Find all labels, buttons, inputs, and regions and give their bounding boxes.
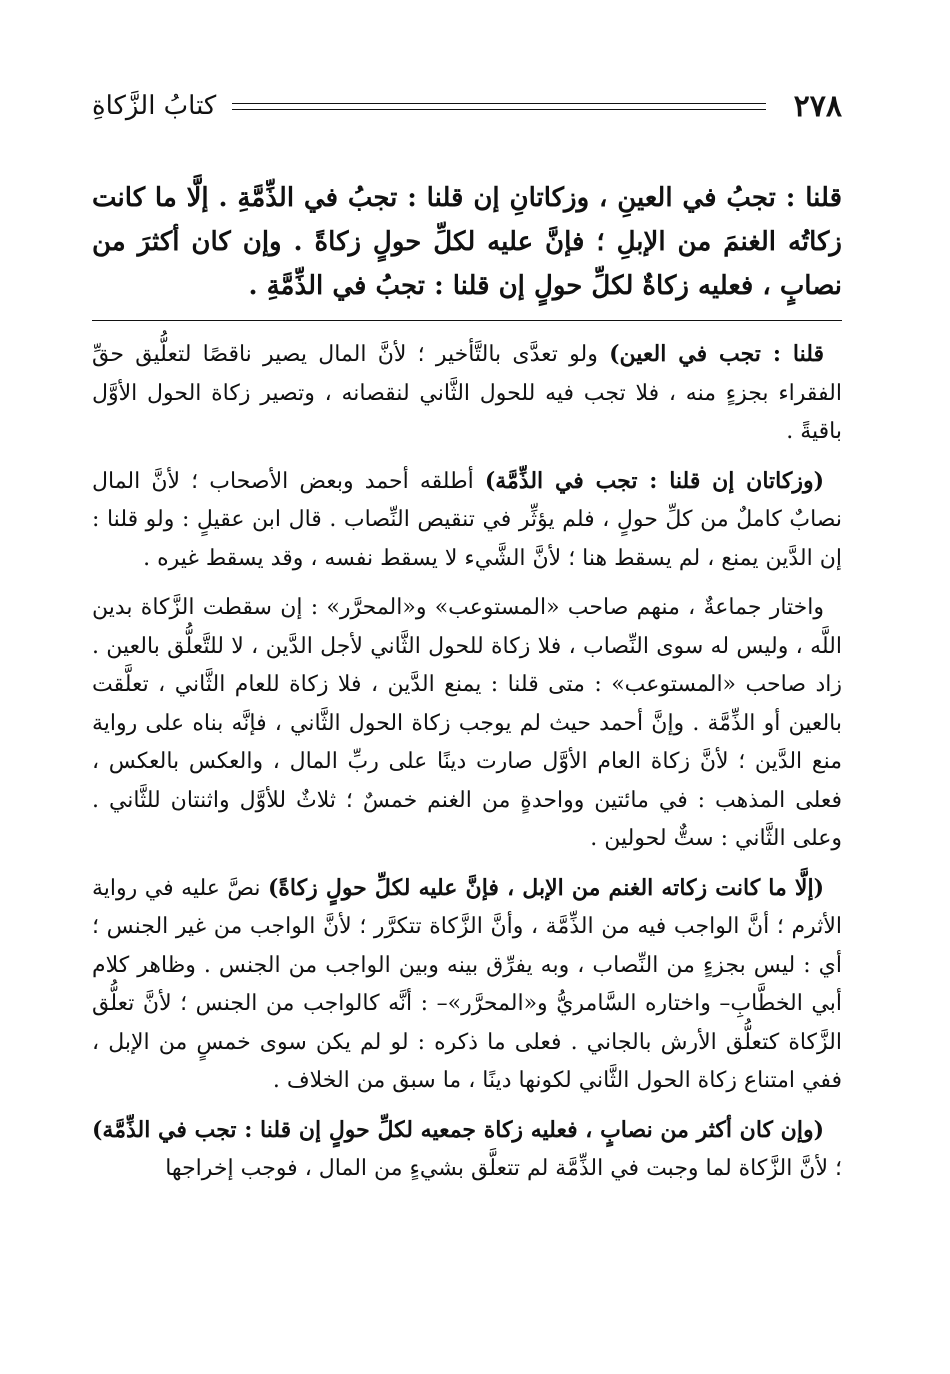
commentary-text: واختار جماعةٌ ، منهم صاحب «المستوعب» و«المحرَّر» : إن سقطت الزَّكاة بدين اللَّه ، وليس له سوى النِّصاب ، فلا زكاة للحول الثَّاني لأجل الدَّين ، لا للتَّعلُّق بالعين . زاد صاحب «المستوعب» : متى قلنا : يمنع الدَّين ، فلا زكاة للعام الثَّاني ، تعلَّقت بالعين أو الذِّمَّة . وإنَّ أحمد حيث لم يوجب زكاة الحول الثَّاني ، فإنَّه بناه على رواية منع الدَّين ؛ لأنَّ زكاة العام الأوَّل صارت دينًا على ربِّ المال ، والعكس بالعكس ، فعلى المذهب : في مائتين وواحدةٍ من الغنم خمسٌ ؛ ثلاثٌ للأوَّل واثنتان للثَّاني . وعلى الثَّاني : ستٌّ لحولين .: [92, 595, 842, 851]
commentary-paragraph: [92, 462, 842, 579]
commentary: [92, 335, 842, 1189]
header-rule: [232, 103, 765, 110]
running-title: كتابُ الزَّكاةِ: [92, 91, 217, 121]
commentary-text: أطلقه أحمد وبعض الأصحاب ؛ لأنَّ المال نصابٌ كاملٌ من كلِّ حولٍ ، فلم يؤثِّر في تنقيص النِّصاب . قال ابن عقيلٍ : ولو قلنا : إن الدَّين يمنع ، لم يسقط هنا ؛ لأنَّ الشَّيء لا يسقط نفسه ، وقد يسقط غيره .: [92, 468, 842, 571]
commentary-paragraph: [92, 335, 842, 452]
commentary-paragraph: [92, 1111, 842, 1189]
commentary-paragraph: [92, 588, 842, 859]
matn-block: [92, 176, 842, 308]
commentary-lemma: (إلَّا ما كانت زكاته الغنم من الإبل ، فإنَّ عليه لكلِّ حولٍ زكاةً): [267, 874, 824, 901]
matn-text: قلنا : تجبُ في العينِ ، وزكاتانِ إن قلنا : تجبُ في الذِّمَّةِ . إلَّا ما كانت زكاتُه الغنمَ من الإبلِ ؛ فإنَّ عليه لكلِّ حولٍ زكاةً . وإن كان أكثرَ من نصابٍ ، فعليه زكاةٌ لكلِّ حولٍ إن قلنا : تجبُ في الذِّمَّةِ .: [92, 183, 842, 301]
commentary-lemma: قلنا : تجب في العين): [609, 341, 825, 367]
page-body: [92, 176, 842, 1199]
page-number: ٢٧٨: [793, 88, 842, 124]
commentary-text: ولو تعدَّى بالتَّأخير ؛ لأنَّ المال يصير ناقصًا لتعلُّيق حقِّ الفقراء بجزءٍ منه ، فلا تجب فيه للحول الثَّاني لنقصانه ، وتصير زكاة الحول الأوَّل باقيةً .: [92, 342, 842, 444]
matn-separator: [92, 320, 842, 321]
commentary-paragraph: [92, 869, 842, 1101]
commentary-lemma: (وإن كان أكثر من نصابٍ ، فعليه زكاة جمعيه لكلِّ حولٍ إن قلنا : تجب في الذِّمَّة): [92, 1116, 824, 1143]
page-header: [92, 86, 842, 126]
commentary-lemma: (وزكاتان إن قلنا : تجب في الذِّمَّة): [484, 467, 824, 494]
commentary-text: ؛ لأنَّ الزَّكاة لما وجبت في الذِّمَّة لم تتعلَّق بشيءٍ من المال ، فوجب إخراجها: [165, 1156, 842, 1181]
commentary-text: نصَّ عليه في رواية الأثرم ؛ أنَّ الواجب فيه من الذِّمَّة ، وأنَّ الزَّكاة تتكرَّر ؛ لأنَّ الواجب من غير الجنس ؛ أي : ليس بجزءٍ من النِّصاب ، وبه يفرِّق بينه وبين الواجب من الجنس . وظاهر كلام أبي الخطَّابِ– واختاره السَّامريُّ و«المحرَّر»– : أنَّه كالواجب من الجنس ؛ لأنَّ تعلُّق الزَّكاة كتعلُّق الأرش بالجاني . فعلى ما ذكره : لو لم يكن سوى خمسٍ من الإبل ، ففي امتناع زكاة الحول الثَّاني لكونها دينًا ، ما سبق من الخلاف .: [92, 875, 842, 1093]
